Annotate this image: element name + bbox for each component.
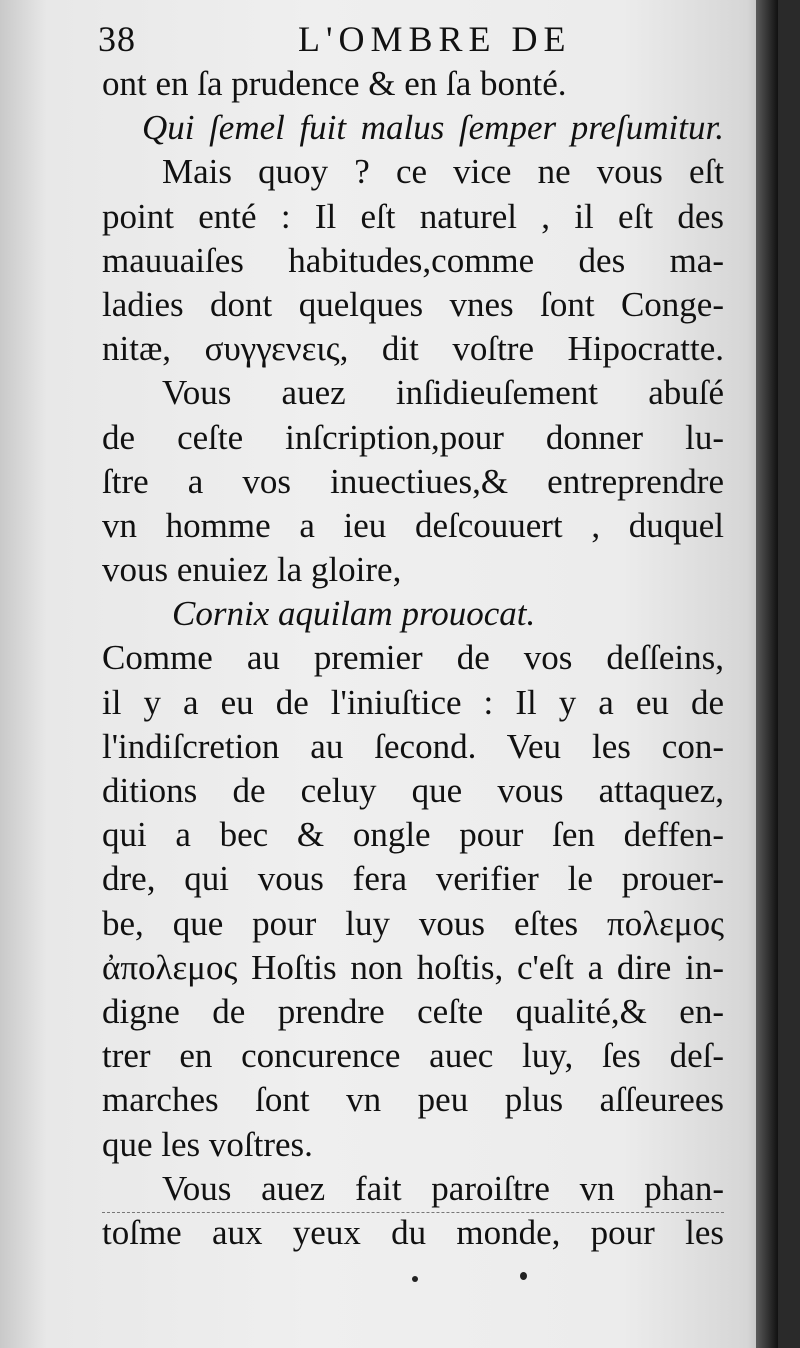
page-number: 38 (98, 19, 136, 59)
text-line: l'indiſcretion au ſecond. Veu les con- (102, 726, 724, 766)
text-line: trer en concurence auec luy, ſes deſ- (102, 1036, 724, 1076)
text-line: digne de prendre ceſte qualité,& en- (102, 991, 724, 1031)
text-line: ont en ſa prudence & en ſa bonté. (102, 64, 567, 103)
text-line: qui a bec & ongle pour ſen deffen- (102, 815, 724, 855)
text-line: Mais quoy ? ce vice ne vous eſt (162, 152, 724, 192)
text-line: vn homme a ieu deſcouuert , duquel (102, 505, 724, 545)
text-line: point enté : Il eſt naturel , il eſt des (102, 196, 724, 236)
text-line: ladies dont quelques vnes ſont Conge- (102, 284, 724, 324)
text-line: Qui ſemel fuit malus ſemper preſumitur. (142, 108, 724, 148)
text-line: que les voſtres. (102, 1124, 313, 1164)
text-line: ditions de celuy que vous attaquez, (102, 771, 724, 810)
page-header (98, 18, 738, 64)
text-line: ſtre a vos inuectiues,& entreprendre (102, 461, 724, 501)
text-line: vous enuiez la gloire, (102, 550, 402, 590)
text-block (102, 62, 724, 1255)
running-title: L'OMBRE DE (298, 19, 572, 59)
ink-speck (412, 1276, 418, 1282)
text-line: nitæ, συγγενεις, dit voſtre Hipocratte. (102, 329, 724, 369)
page-edge-shadow (756, 0, 778, 1348)
text-line: be, que pour luy vous eſtes πολεμος (102, 903, 724, 943)
text-line: Vous auez fait paroiſtre vn phan- (162, 1168, 724, 1208)
bottom-rule (102, 1212, 724, 1219)
text-line: Vous auez inſidieuſement abuſé (162, 373, 724, 413)
text-line: Comme au premier de vos deſſeins, (102, 638, 724, 678)
text-line: de ceſte inſcription,pour donner lu- (102, 417, 724, 457)
text-line: marches ſont vn peu plus aſſeurees (102, 1080, 724, 1120)
text-line: Cornix aquilam prouocat. (172, 594, 536, 634)
text-line: dre, qui vous fera verifier le prouer- (102, 859, 724, 899)
text-line: ἀπολεμος Hoſtis non hoſtis, c'eſt a dire in- (102, 947, 724, 987)
text-line: mauuaiſes habitudes,comme des ma- (102, 240, 724, 280)
ink-speck (520, 1272, 527, 1280)
text-line: il y a eu de l'iniuſtice : Il y a eu de (102, 682, 724, 722)
text-line: toſme aux yeux du monde, pour les (102, 1212, 724, 1252)
